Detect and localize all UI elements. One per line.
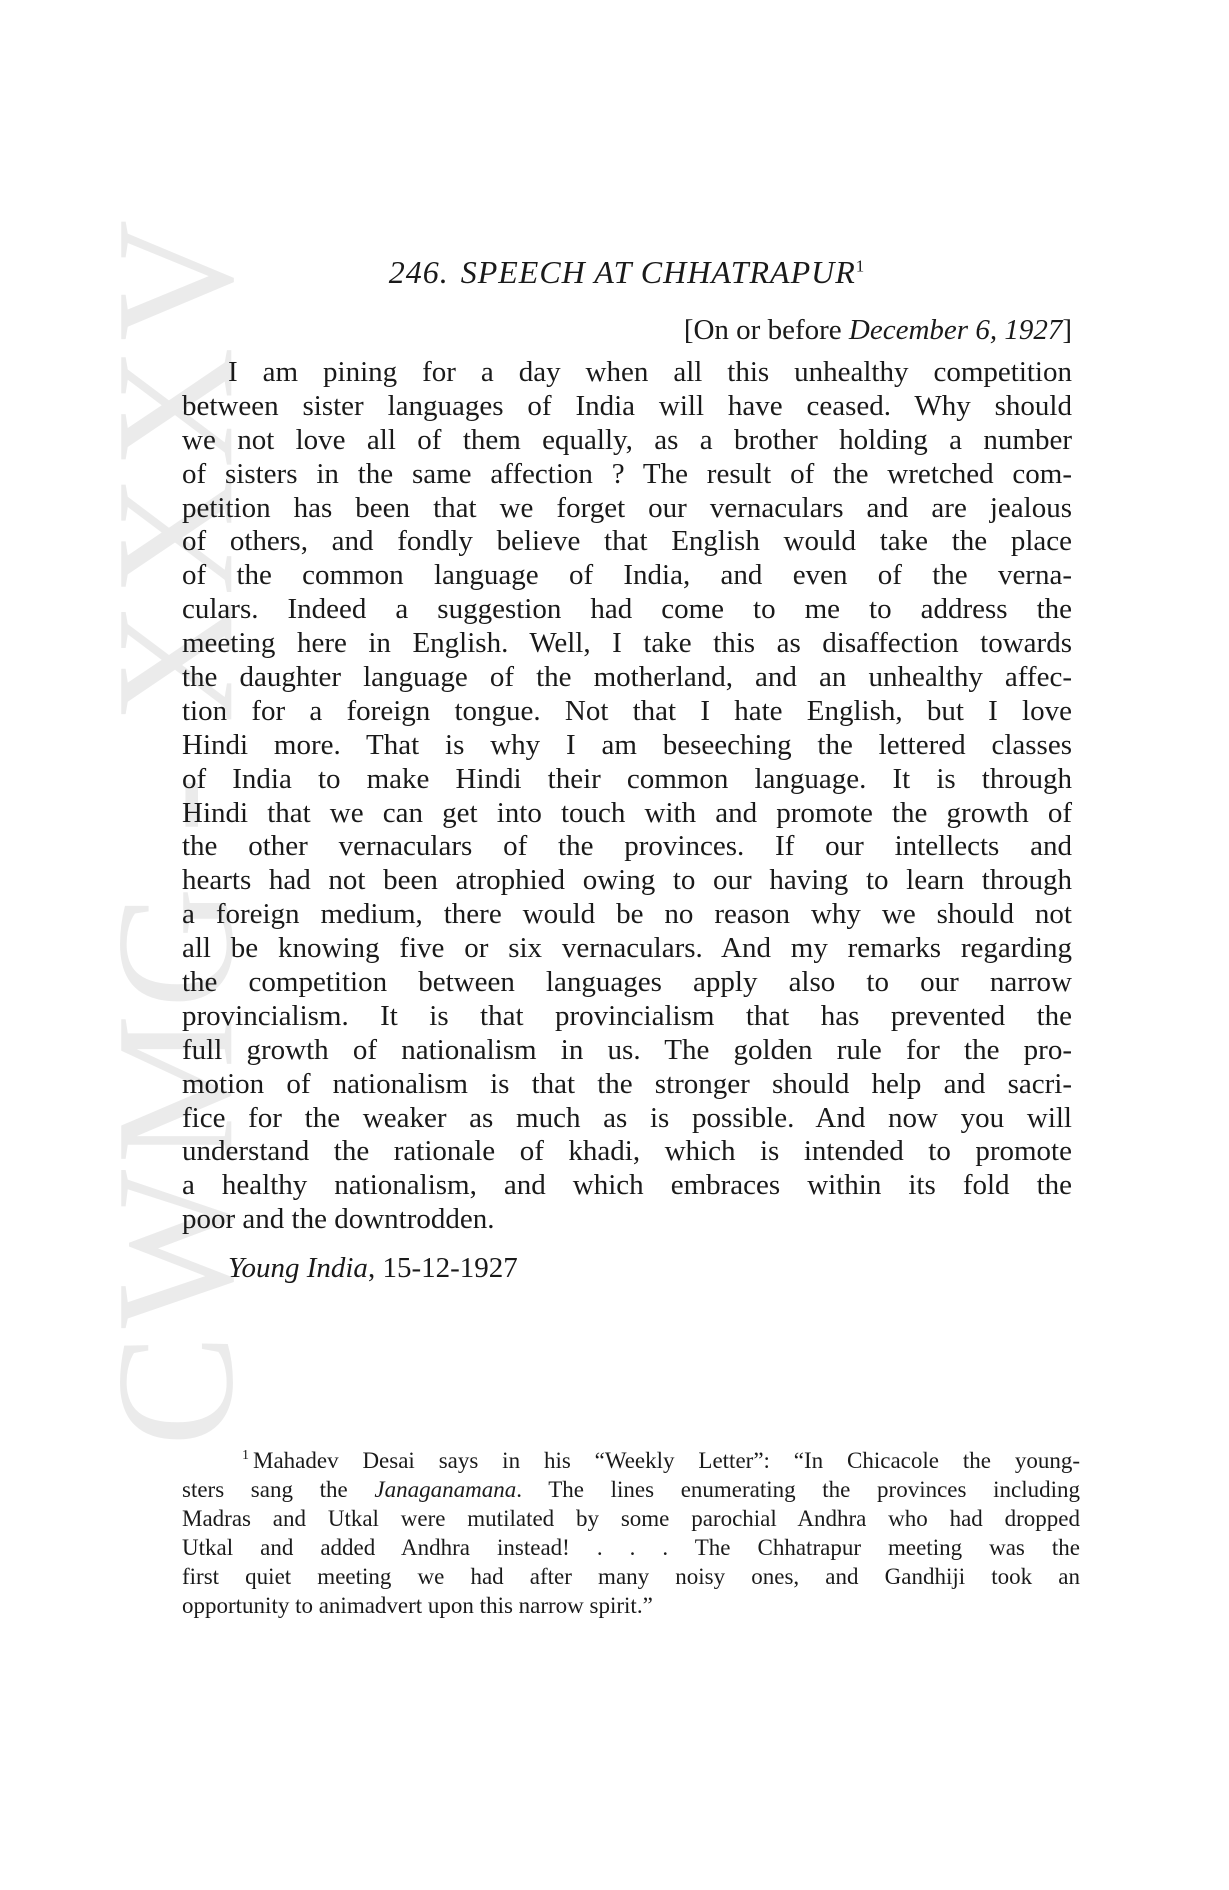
song-title: Janaganamana [374, 1477, 517, 1502]
body-line: a healthy nationalism, and which embraces within its fold the [182, 1169, 1072, 1202]
footnote-line: opportunity to animadvert upon this narrow spirit.” [182, 1593, 653, 1618]
footnote-line [182, 1446, 1080, 1475]
body-line: all be knowing five or six vernaculars. And my remarks regarding [182, 932, 1072, 965]
body-line: Hindi that we can get into touch with and promote the growth of [182, 796, 1072, 829]
dateline-date: December 6, 1927 [848, 314, 1063, 346]
body-line: between sister languages of India will have ceased. Why should [182, 389, 1072, 422]
body-line: we not love all of them equally, as a brother holding a number [182, 423, 1072, 456]
body-line: provincialism. It is that provincialism that has prevented the [182, 999, 1072, 1032]
footnote-line: sters sang the Janaganamana. The lines enumerating the provinces including [182, 1477, 1080, 1502]
body-line: the other vernaculars of the provinces. If our intellects and [182, 830, 1072, 863]
body-line: culars. Indeed a suggestion had come to me to address the [182, 593, 1072, 626]
footnote-line-text: Mahadev Desai says in his “Weekly Letter”: “In Chicacole the young- [253, 1448, 1080, 1473]
body-line: full growth of nationalism in us. The golden rule for the pro- [182, 1033, 1072, 1066]
body-line: of others, and fondly believe that English would take the place [182, 525, 1072, 558]
source-publication: Young India [228, 1252, 368, 1284]
body-line: the competition between languages apply also to our narrow [182, 966, 1072, 999]
speech-body [182, 356, 1072, 1237]
source-citation [228, 1250, 518, 1286]
footnote-line: Utkal and added Andhra instead! . . . The Chhatrapur meeting was the [182, 1535, 1080, 1560]
body-line: of India to make Hindi their common language. It is through [182, 762, 1072, 795]
body-line: Hindi more. That is why I am beseeching the lettered classes [182, 728, 1072, 761]
body-line: meeting here in English. Well, I take this as disaffection towards [182, 627, 1072, 660]
body-line: I am pining for a day when all this unhealthy competition [228, 356, 1072, 388]
body-line: hearts had not been atrophied owing to our having to learn through [182, 864, 1072, 897]
source-date: 15-12-1927 [382, 1252, 518, 1284]
body-line: of sisters in the same affection ? The result of the wretched com- [182, 457, 1072, 490]
title-text: SPEECH AT CHHATRAPUR [460, 254, 856, 290]
footnote-marker: 1 [242, 1448, 249, 1464]
title-footnote-ref: 1 [855, 256, 866, 276]
body-line: fice for the weaker as much as is possible. And now you will [182, 1101, 1072, 1134]
speech-title [182, 252, 1072, 292]
footnote-line: Madras and Utkal were mutilated by some parochial Andhra who had dropped [182, 1506, 1080, 1531]
source-separator: , [367, 1252, 383, 1284]
body-line: a foreign medium, there would be no reason why we should not [182, 898, 1072, 931]
footnote-line: first quiet meeting we had after many noisy ones, and Gandhiji took an [182, 1564, 1080, 1589]
body-line: petition has been that we forget our vernaculars and are jealous [182, 491, 1072, 524]
watermark-text: CWMG - XXXV [82, 213, 269, 1447]
body-line: understand the rationale of khadi, which is intended to promote [182, 1135, 1072, 1168]
body-line: the daughter language of the motherland, and an unhealthy affec- [182, 661, 1072, 694]
dateline [684, 312, 1072, 348]
dateline-suffix: ] [1062, 314, 1072, 346]
body-line: tion for a foreign tongue. Not that I hate English, but I love [182, 694, 1072, 727]
document-number: 246. [388, 254, 449, 290]
footnote [182, 1446, 1080, 1620]
body-line: poor and the downtrodden. [182, 1203, 495, 1236]
dateline-prefix: [On or before [683, 314, 849, 346]
body-line: motion of nationalism is that the stronger should help and sacri- [182, 1067, 1072, 1100]
body-line: of the common language of India, and even of the verna- [182, 559, 1072, 592]
